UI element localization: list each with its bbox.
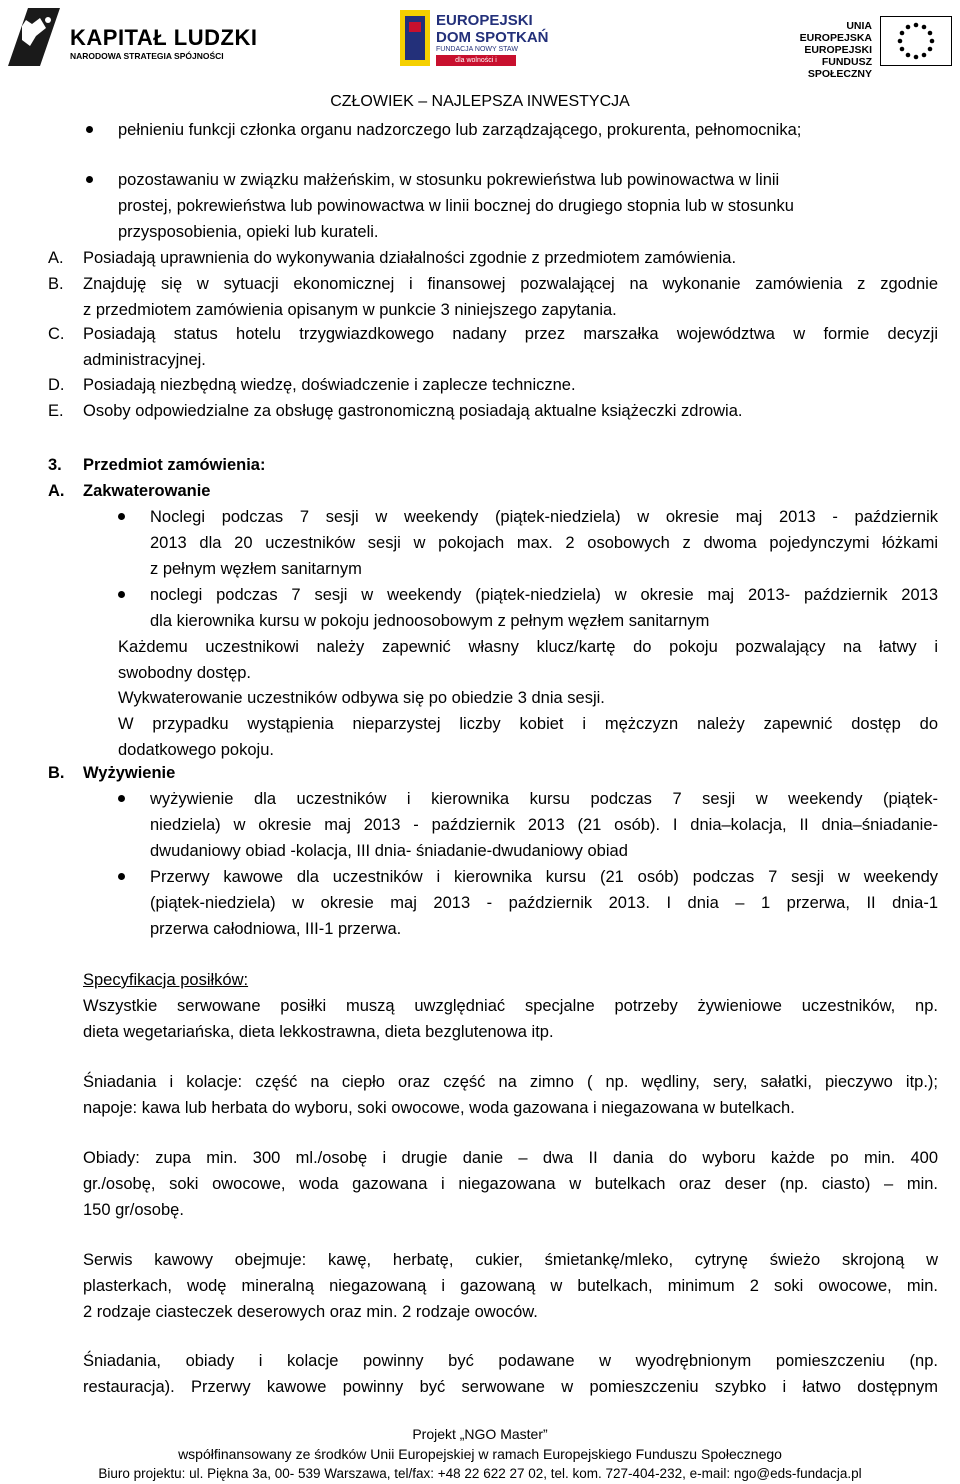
header-slogan: CZŁOWIEK – NAJLEPSZA INWESTYCJA [330,93,630,110]
logo-right-text [776,20,872,80]
footer-contact: Biuro projektu: ul. Piękna 3a, 00- 539 Warszawa, tel/fax: +48 22 622 27 02, tel. kom. 727-404-232, e-mail: ngo@eds-fundacja.pl [98,1466,862,1481]
logo-left-title: KAPITAŁ LUDZKI [70,25,258,50]
bullet-icon [118,591,125,598]
list-item-line: niedziela) w okresie maj 2013 - październik 2013 (21 osób). I dnia–kolacja, II dnia–śniadanie- [150,816,938,834]
list-item-line: dwudaniowy obiad -kolacja, III dnia- śniadanie-dwudaniowy obiad [150,842,628,860]
condition-letter: E. [48,402,64,420]
paragraph-line: W przypadku wystąpienia nieparzystej liczby kobiet i mężczyzn należy zapewnić dostęp do [118,715,938,733]
condition-text: Posiadają niezbędną wiedzę, doświadczenie i zaplecze techniczne. [83,376,576,394]
condition-text: z przedmiotem zamówienia opisanym w punkcie 3 niniejszego zapytania. [83,301,617,319]
paragraph-line: gr./osobę, soki owocowe, woda gazowana i niegazowana w butelkach oraz deser (np. ciasto) – min. [83,1175,938,1193]
bullet-icon [118,873,125,880]
paragraph-line: 150 gr/osobę. [83,1201,184,1219]
section-title: Przedmiot zamówienia: [83,456,266,474]
footer-project: Projekt „NGO Master” [412,1426,548,1442]
list-item-line: Noclegi podczas 7 sesji w weekendy (piątek-niedziela) w okresie maj 2013 - październik [150,508,938,526]
logo-right-line3: FUNDUSZ SPOŁECZNY [807,56,872,80]
eds-emblem-icon [398,8,432,68]
condition-text: Osoby odpowiedzialne za obsługę gastronomiczną posiadają aktualne książeczki zdrowia. [83,402,743,420]
subsection-title: Zakwaterowanie [83,482,211,500]
eu-flag-icon [880,16,952,66]
list-item-line: noclegi podczas 7 sesji w weekendy (piątek-niedziela) w okresie maj 2013- październik 2013 [150,586,938,604]
condition-letter: A. [48,249,64,267]
section-number: 3. [48,456,62,474]
condition-text: Posiadają uprawnienia do wykonywania działalności zgodnie z przedmiotem zamówienia. [83,249,737,267]
condition-text: Znajduję się w sytuacji ekonomicznej i finansowej pozwalającej na wykonanie zamówienia z zgodnie [83,275,938,293]
header-logos [0,0,960,90]
paragraph-line: Serwis kawowy obejmuje: kawę, herbatę, cukier, śmietankę/mleko, cytrynę świeżo skrojoną w [83,1251,938,1269]
condition-letter: B. [48,275,64,293]
list-item-line: z pełnym węzłem sanitarnym [150,560,362,578]
condition-letter: C. [48,325,65,343]
paragraph-line: restauracja). Przerwy kawowe powinny być serwowane w pomieszczeniu szybko i łatwo dostępnym [83,1378,938,1396]
list-item-line: dla kierownika kursu w pokoju jednoosobowym z pełnym węzłem sanitarnym [150,612,710,630]
paragraph-line: dieta wegetariańska, dieta lekkostrawna, dieta bezglutenowa itp. [83,1023,554,1041]
paragraph-line: Wykwaterowanie uczestników odbywa się po obiedzie 3 dnia sesji. [118,689,605,707]
logo-right-line1: UNIA EUROPEJSKA [799,20,872,44]
list-item-line: przerwa całodniowa, III-1 przerwa. [150,920,402,938]
footer-cofinance: współfinansowany ze środków Unii Europejskiej w ramach Europejskiego Funduszu Społecznego [178,1446,782,1462]
paragraph-line: Każdemu uczestnikowi należy zapewnić własny klucz/kartę do pokoju pozwalający na łatwy i [118,638,938,656]
paragraph-line: Śniadania i kolacje: część na ciepło oraz część na zimno ( np. wędliny, sery, sałatki, pieczywo itp.); [83,1073,938,1091]
kapital-ludzki-logo-icon [6,6,62,68]
paragraph-line: napoje: kawa lub herbata do wyboru, soki owocowe, woda gazowana i niegazowana w butelkach. [83,1099,795,1117]
logo-right-line2: EUROPEJSKI [804,44,872,56]
condition-text: administracyjnej. [83,351,206,369]
paragraph-line: 2 rodzaje ciasteczek deserowych oraz min. 2 rodzaje owoców. [83,1303,538,1321]
list-item-line: wyżywienie dla uczestników i kierownika kursu podczas 7 sesji w weekendy (piątek- [150,790,938,808]
bullet-icon [118,513,125,520]
list-item-line: (piątek-niedziela) w okresie maj 2013 - październik 2013. I dnia – 1 przerwa, II dnia-1 [150,894,938,912]
list-item-line: Przerwy kawowe dla uczestników i kierownika kursu (21 osób) podczas 7 sesji w weekendy [150,868,938,886]
list-item: pełnieniu funkcji członka organu nadzorczego lub zarządzającego, prokurenta, pełnomocnika; [118,121,802,139]
spec-heading: Specyfikacja posiłków: [83,971,249,989]
paragraph-line: Wszystkie serwowane posiłki muszą uwzględniać specjalne potrzeby żywieniowe uczestników, np. [83,997,938,1015]
paragraph-line: plasterkach, wodę mineralną niegazowaną i gazowaną w butelkach, minimum 2 soki owocowe, min. [83,1277,938,1295]
list-item-line: przysposobienia, opieki lub kurateli. [118,223,379,241]
paragraph-line: swobodny dostęp. [118,664,252,682]
list-item-line: pozostawaniu w związku małżeńskim, w stosunku pokrewieństwa lub powinowactwa w linii [118,171,780,189]
logo-center-line3: FUNDACJA NOWY STAW [436,46,518,53]
condition-letter: D. [48,376,65,394]
bullet-icon [118,795,125,802]
logo-center-line4: dla wolności i solidarności [436,55,516,66]
bullet-icon [86,176,93,183]
paragraph-line: dodatkowego pokoju. [118,741,274,759]
logo-center-line1: EUROPEJSKI [436,12,533,29]
logo-center-line2: DOM SPOTKAŃ [436,29,549,46]
list-item-line: 2013 dla 20 uczestników sesji w pokojach max. 2 osobowych z dwoma pojedynczymi łóżkami [150,534,938,552]
paragraph-line: Obiady: zupa min. 300 ml./osobę i drugie danie – dwa II dania do wyboru każde po min. 400 [83,1149,938,1167]
condition-text: Posiadają status hotelu trzygwiazdkowego nadany przez marszałka województwa w formie decyzji [83,325,938,343]
logo-left-subtitle: NARODOWA STRATEGIA SPÓJNOŚCI [70,51,224,61]
list-item-line: prostej, pokrewieństwa lub powinowactwa w linii bocznej do drugiego stopnia lub w stosunku [118,197,794,215]
subsection-title: Wyżywienie [83,764,176,782]
subsection-letter: B. [48,764,65,782]
subsection-letter: A. [48,482,65,500]
paragraph-line: Śniadania, obiady i kolacje powinny być podawane w wyodrębnionym pomieszczeniu (np. [83,1352,938,1370]
bullet-icon [86,126,93,133]
